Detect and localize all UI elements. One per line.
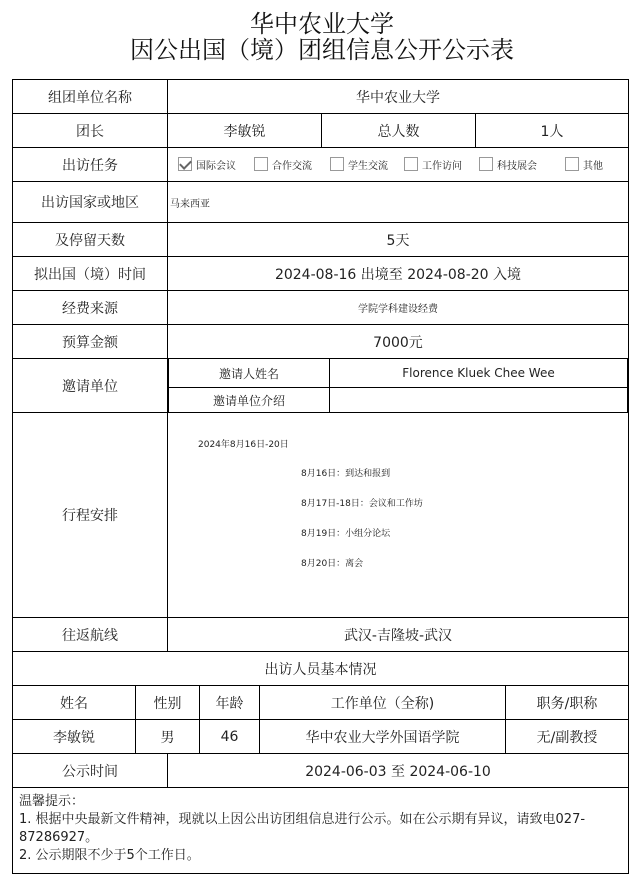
label-inviter-intro: 邀请单位介绍 [212, 393, 285, 408]
label-total: 总人数 [377, 123, 420, 140]
label-budget: 预算金额 [62, 334, 118, 351]
task-label: 其他 [583, 160, 603, 172]
label-funding: 经费来源 [62, 300, 118, 317]
task-item-work-visit[interactable] [404, 155, 462, 173]
member-work: 华中农业大学外国语学院 [305, 729, 460, 746]
value-time: 2024-08-16 出境至 2024-08-20 入境 [274, 266, 522, 283]
itinerary-item: 8月17日-18日：会议和工作坊 [301, 499, 423, 509]
value-leader: 李敏锐 [223, 123, 266, 140]
member-name: 李敏锐 [53, 729, 95, 746]
value-days: 5天 [386, 232, 410, 249]
members-section-header: 出访人员基本情况 [264, 661, 377, 678]
itinerary-head: 2024年8月16日-20日 [198, 440, 289, 450]
notice-line-1: 1. 根据中央最新文件精神，现就以上因公出访团组信息进行公示。如在公示期有异议，请致电027-87286927。 [19, 812, 586, 845]
itinerary-item: 8月16日：到达和报到 [301, 469, 391, 479]
task-label: 科技展会 [497, 160, 537, 172]
col-age-header: 年龄 [215, 695, 244, 712]
notice-line-2: 2. 公示期限不少于5个工作日。 [19, 848, 200, 863]
label-route: 往返航线 [62, 627, 118, 644]
value-route: 武汉-吉隆坡-武汉 [343, 627, 453, 644]
checkbox-icon[interactable] [330, 157, 344, 171]
member-gender: 男 [160, 729, 175, 746]
itinerary-item: 8月19日：小组分论坛 [301, 529, 391, 539]
label-days: 及停留天数 [55, 232, 125, 249]
col-work-header: 工作单位（全称) [330, 695, 435, 712]
label-publish-time: 公示时间 [62, 763, 118, 780]
value-country: 马来西亚 [170, 198, 210, 210]
col-gender-header: 性别 [153, 695, 182, 712]
label-leader: 团长 [76, 123, 104, 140]
checkbox-checked-icon[interactable] [178, 157, 192, 171]
page-title: 华中农业大学 [250, 10, 394, 38]
checkbox-icon[interactable] [254, 157, 268, 171]
task-item-cooperation[interactable] [254, 155, 312, 173]
label-task: 出访任务 [62, 157, 118, 174]
checkbox-icon[interactable] [479, 157, 493, 171]
value-unit: 华中农业大学 [356, 89, 440, 106]
task-label: 国际会议 [196, 160, 236, 172]
label-unit: 组团单位名称 [48, 89, 132, 106]
value-inviter-name: Florence Kluek Chee Wee [402, 366, 555, 380]
task-item-international-conference[interactable] [178, 155, 236, 173]
value-inviter-intro [330, 388, 627, 412]
task-label: 学生交流 [348, 160, 388, 172]
label-country: 出访国家或地区 [41, 195, 139, 211]
task-label: 合作交流 [272, 160, 312, 172]
checkbox-icon[interactable] [404, 157, 418, 171]
member-title: 无/副教授 [536, 729, 598, 746]
itinerary-item: 8月20日：离会 [301, 559, 364, 569]
label-inviter: 邀请单位 [62, 378, 118, 395]
label-inviter-name: 邀请人姓名 [218, 366, 279, 381]
value-total: 1人 [540, 123, 564, 140]
notice-block [19, 793, 623, 865]
value-publish-time: 2024-06-03 至 2024-06-10 [305, 763, 491, 780]
value-funding: 学院学科建设经费 [358, 304, 438, 315]
checkbox-icon[interactable] [565, 157, 579, 171]
task-checkbox-group [168, 147, 629, 181]
task-item-other[interactable] [565, 155, 603, 173]
col-name-header: 姓名 [60, 695, 88, 712]
col-title-header: 职务/职称 [536, 695, 598, 712]
task-label: 工作访问 [422, 160, 462, 172]
notice-heading: 温馨提示： [19, 794, 85, 809]
member-age: 46 [220, 728, 239, 745]
label-itinerary: 行程安排 [62, 508, 118, 524]
value-budget: 7000元 [373, 334, 423, 351]
info-table [12, 79, 629, 874]
task-item-tech-expo[interactable] [479, 155, 537, 173]
page-subtitle: 因公出国（境）团组信息公开公示表 [130, 36, 514, 64]
task-item-student-exchange[interactable] [330, 155, 388, 173]
label-time: 拟出国（境）时间 [34, 266, 146, 283]
